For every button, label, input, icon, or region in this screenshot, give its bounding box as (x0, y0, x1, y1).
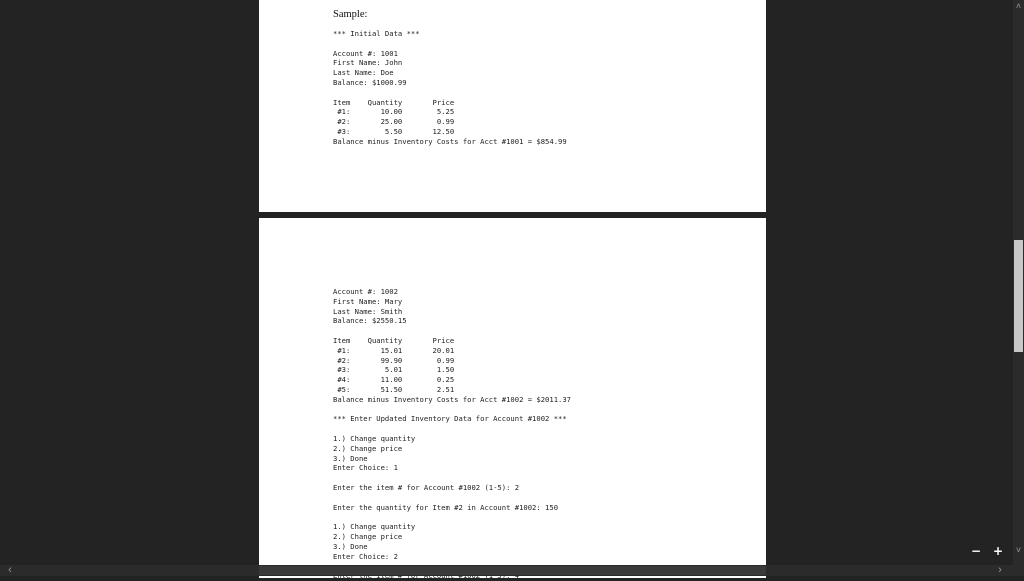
console-line: #2: 25.00 0.99 (333, 117, 455, 127)
console-line: 1.) Change quantity (333, 522, 416, 532)
console-output-1 (333, 29, 567, 147)
console-line: Balance: $2550.15 (333, 316, 407, 326)
console-line: #2: 99.90 0.99 (333, 355, 455, 365)
document-page-2 (259, 218, 766, 578)
horizontal-scroll-thumb[interactable] (259, 566, 766, 575)
console-line: 3.) Done (333, 541, 368, 551)
console-line: Enter the item # for Account #1002 (1-5): 2 (333, 482, 520, 492)
console-line (333, 493, 571, 503)
console-line: Item Quantity Price (333, 97, 455, 107)
zoom-in-button[interactable]: + (992, 544, 1004, 558)
console-line: #4: 11.00 0.25 (333, 375, 455, 385)
console-line (333, 405, 571, 415)
console-line: Balance minus Inventory Costs for Acct #1002 = $2011.37 (333, 394, 571, 404)
console-output-2 (333, 287, 571, 581)
console-line: First Name: John (333, 58, 403, 68)
console-line: *** Initial Data *** (333, 29, 420, 38)
scroll-up-arrow-icon[interactable]: ˄ (1015, 1, 1022, 11)
console-line: #1: 15.01 20.01 (333, 345, 455, 355)
console-line: #5: 51.50 2.51 (333, 384, 455, 394)
console-line: Last Name: Smith (333, 306, 403, 316)
console-line (333, 39, 567, 49)
console-line: Balance: $1000.99 (333, 77, 407, 87)
scroll-right-arrow-icon[interactable]: › (998, 564, 1002, 576)
console-line: #3: 5.50 12.50 (333, 126, 455, 136)
console-line: #3: 5.01 1.50 (333, 365, 455, 375)
zoom-out-button[interactable]: − (970, 544, 982, 558)
console-line: Account #: 1001 (333, 48, 398, 58)
scroll-down-arrow-icon[interactable]: ˅ (1015, 545, 1022, 555)
console-line: 2.) Change price (333, 443, 403, 453)
console-line: Last Name: Doe (333, 68, 394, 78)
console-line: Item Quantity Price (333, 335, 455, 345)
console-line: Enter Choice: 1 (333, 463, 398, 473)
console-line (333, 512, 571, 522)
scroll-left-arrow-icon[interactable]: ‹ (8, 564, 12, 576)
sample-heading: Sample: (333, 9, 368, 20)
console-line: Account #: 1002 (333, 287, 398, 296)
console-line: Enter the quantity for Item #2 in Account #1002: 150 (333, 502, 559, 512)
scrollbar-corner (1013, 565, 1024, 576)
console-line: Enter Choice: 2 (333, 551, 398, 561)
console-line: First Name: Mary (333, 296, 403, 306)
console-line: *** Enter Updated Inventory Data for Account #1002 *** (333, 414, 567, 424)
console-line (333, 473, 571, 483)
console-line (333, 88, 567, 98)
console-line: Balance minus Inventory Costs for Acct #1001 = $854.99 (333, 136, 567, 146)
document-page-1 (259, 0, 766, 212)
vertical-scrollbar[interactable] (1013, 0, 1024, 565)
console-line: 1.) Change quantity (333, 433, 416, 443)
console-line (333, 424, 571, 434)
console-line: 3.) Done (333, 453, 368, 463)
console-line (333, 326, 571, 336)
horizontal-scrollbar[interactable] (0, 565, 1013, 576)
console-line: #1: 10.00 5.25 (333, 107, 455, 117)
console-line: 2.) Change price (333, 531, 403, 541)
vertical-scroll-thumb[interactable] (1014, 240, 1023, 352)
